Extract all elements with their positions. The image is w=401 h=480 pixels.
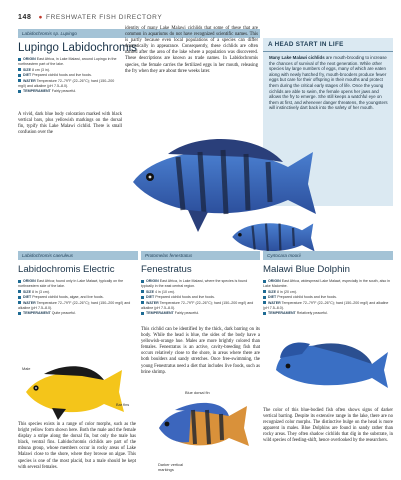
fenestratus-fish-image [155,400,255,452]
caption-bar-col3 [263,251,393,260]
fact-size: SIZE 4 in (10 cm). [141,290,259,295]
top-facts [18,57,120,95]
yellow-labido-fish-image [22,362,132,420]
col1-body-text: This species exists in a range of color morphs, such as the bright yellow form shown here. Both the male and the female display a stripe along the dorsal fin, but only the male has black, ventral fins. Labidochromis cichlids are part of the mbuna group, whose members occur in rocky areas of Lake Malawi close to the shore, where they browse on algae. This species is one of the most placid, but a male should be kept with several females. [18,422,136,470]
lupingo-fish-small [232,223,314,251]
col2-title: Fenestratus [141,264,192,275]
bullet-icon [141,301,144,304]
fact-water: WATER Temperature 72–79°F (22–26°C); hard (150–200 mg/l) and alkaline (pH 7.5–8.0). [18,300,131,310]
fact-origin: ORIGIN East Africa, in Lake Malawi, where the species is found typically in the east central region. [141,279,248,289]
top-caption: Labidochromis sp. Lupingo [22,31,77,36]
bullet-icon [263,312,266,315]
col1-facts [18,279,136,317]
bullet-icon [18,68,21,71]
top-body-text-left: A vivid, dark blue body coloration marked with black vertical bars, plus yellowish markings on the dorsal fin, typify this Lake Malawi cichlid. There is small confusion over the [18,112,122,136]
label-male: Male [22,366,31,371]
fact-temperament: TEMPERAMENT Fairly peaceful. [18,89,120,94]
fact-origin: ORIGIN East Africa, widespread Lake Malawi, especially in the south, also in Lake Malombe. [263,279,391,289]
bullet-icon [18,90,21,93]
sidebar-title: A HEAD START IN LIFE [268,41,344,48]
top-species-title: Lupingo Labidochromis [18,42,137,54]
bullet-icon [141,290,144,293]
caption-bar-col2 [141,251,260,260]
fact-origin: ORIGIN East Africa, in Lake Malawi, around Lupingo in the northeastern part of the lake. [18,57,117,67]
bullet-icon [263,301,266,304]
fact-size: SIZE 8 cm (3 in). [18,68,120,73]
header-bullet: ● [38,14,44,21]
col3-body-text: The color of this blue-bodied fish often shows signs of darker vertical barring. Despite its extensive range in the lake, there are no recognized color morphs. The distinctive bulge on the head is more apparent in males. Blue Dolphins are found in sandy rather than rocky areas. They often shadow cichlids that dig in the substrate, in wild species of feeding-shift, hence overlooked by the researchers. [263,408,393,444]
bullet-icon [18,290,21,293]
lupingo-fish-image [128,122,328,257]
page-header [18,14,162,21]
lupingo-fish-large [133,139,316,232]
col2-facts [141,279,259,317]
bullet-icon [18,296,21,299]
fact-water: WATER Temperature 72–79°F (22–26°C); hard (150–200 mg/l) and alkaline (pH 7.5–8.0). [141,300,254,310]
bullet-icon [263,290,266,293]
fact-origin: ORIGIN East Africa; found only in Lake Malawi, typically on the northwestern side of the lake. [18,279,124,289]
fact-temperament: TEMPERAMENT Relatively peaceful. [263,311,393,316]
fact-diet: DIET Prepared cichlid foods and live foods. [18,73,120,78]
fact-size: SIZE 8 in (20 cm). [263,290,393,295]
sidebar-text: Many Lake Malawi cichlids are mouth-brooding to increase the chances of survival of the next generation. While other species lay large numbers of eggs, many of which are eaten along with newly hatched fry, mouth-brooders produce fewer eggs but care for their offspring in their mouths and protect them during the critical early stages of life. Once the young cichlids are able to swim, the female opens her jaws and allows the fry to emerge. She still keeps a watchful eye on them at first, and whenever danger threatens, the youngsters will instinctively dart back into the safety of her mouth. [269,55,388,111]
bullet-icon [263,280,266,283]
label-darker-vertical-markings: Darker vertical markings [158,462,184,472]
sidebar-divider [263,51,393,52]
bullet-icon [18,74,21,77]
bullet-icon [141,280,144,283]
bullet-icon [18,301,21,304]
col3-title: Malawi Blue Dolphin [263,264,350,275]
fact-size: SIZE 8 in (3 cm). [18,290,136,295]
caption-bar-col1 [18,251,138,260]
col3-caption: Cyrtocara moorii [267,253,301,258]
bullet-icon [18,58,21,61]
label-blue-dorsal-fin: Blue dorsal fin [185,390,210,395]
bullet-icon [18,312,21,315]
col1-title: Labidochromis Electric [18,264,115,275]
fact-water: WATER Temperature 72–79°F (22–26°C); hard (150–200 mg/l) and alkaline (pH 7.5–8.0). [18,78,115,88]
col3-facts [263,279,393,317]
bullet-icon [141,296,144,299]
section-title: FRESHWATER FISH DIRECTORY [46,14,163,21]
blue-dolphin-fish-image [272,338,390,393]
bullet-icon [18,79,21,82]
fact-temperament: TEMPERAMENT Quite peaceful. [18,311,136,316]
bullet-icon [263,296,266,299]
bullet-icon [141,312,144,315]
fact-diet: DIET Prepared cichlid foods and live foods. [263,295,393,300]
fact-diet: DIET Prepared cichlid foods, algae, and live foods. [18,295,136,300]
col2-caption: Protomelas fenestratus [145,253,193,258]
top-body-text-right: identity of many Lake Malawi cichlids that some of these that are common in aquariums do not have recognized scientific names. This is partly because even local populations of a species can differ dramatically in appearance. Consequently, these cichlids are often named after the area of the lake where a population was discovered. These descriptions are known as trade names. In Labidochromis species, the female carries the fertilized eggs in her mouth, releasing the fry when they are about three weeks later. [125,26,258,74]
col2-body-text: This cichlid can be identified by the thick, dark barring on its body. While the head is blue, the sides of the body have a yellowish-orange hue. Males are more brightly colored than females. Fenestratus is an active, cavity-breeding fish that occurs relatively close to the shore, in areas where there are both boulders and sandy stretches. Once free-swimming, the young Fenestratus need a diet that includes live foods, such as brine shrimp. [141,327,260,375]
fact-temperament: TEMPERAMENT Fairly peaceful. [141,311,259,316]
page-number: 148 [18,14,32,21]
fact-diet: DIET Prepared cichlid foods and live foods. [141,295,259,300]
fact-water: WATER Temperature 72–79°F (22–26°C); hard (150–200 mg/l) and alkaline (pH 7.5–8.0). [263,300,389,310]
label-bar-fins: Bar fins [116,402,130,407]
col1-caption: Labidochromis caeruleus [22,253,74,258]
bullet-icon [18,280,21,283]
